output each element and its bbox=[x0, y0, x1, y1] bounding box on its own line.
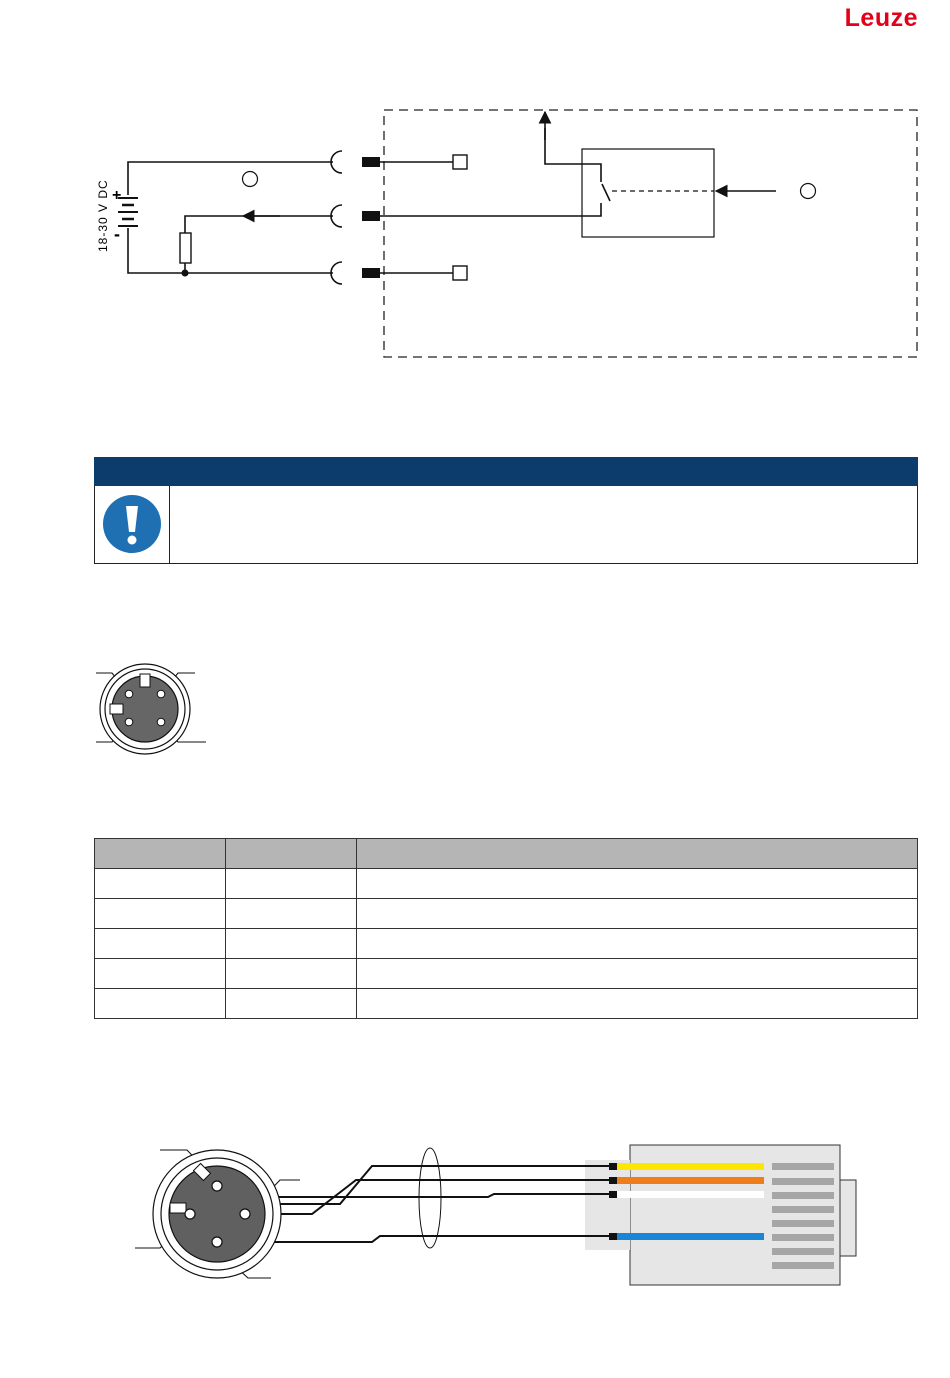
table-cell bbox=[226, 929, 357, 959]
table-cell bbox=[95, 929, 226, 959]
table-cell bbox=[357, 929, 918, 959]
table-row bbox=[95, 959, 918, 989]
exclamation-circle-icon bbox=[102, 494, 162, 554]
table-cell bbox=[226, 959, 357, 989]
wire-yellow bbox=[617, 1163, 764, 1170]
table-cell bbox=[357, 869, 918, 899]
table-cell bbox=[95, 869, 226, 899]
terminal-block-tab bbox=[840, 1180, 856, 1256]
column-header bbox=[95, 839, 226, 869]
connector-pinout-diagram bbox=[0, 655, 950, 765]
plus-sign: + bbox=[112, 187, 122, 204]
table-cell bbox=[357, 959, 918, 989]
table-row bbox=[95, 989, 918, 1019]
junction-dot bbox=[182, 270, 189, 277]
terminal-square bbox=[453, 266, 467, 280]
terminal-square bbox=[453, 155, 467, 169]
table-cell bbox=[226, 989, 357, 1019]
cable-wiring-diagram bbox=[0, 1130, 950, 1300]
table-cell bbox=[95, 899, 226, 929]
coding-key-top bbox=[140, 674, 150, 687]
notice-body bbox=[94, 486, 918, 564]
supply-wiring bbox=[128, 162, 333, 273]
wire-white bbox=[617, 1191, 764, 1198]
pin-assignment-table bbox=[94, 838, 918, 1019]
table-row bbox=[95, 899, 918, 929]
table-header-row bbox=[95, 839, 918, 869]
callout-circle bbox=[243, 172, 258, 187]
notice-icon-cell bbox=[95, 486, 170, 563]
table-cell bbox=[357, 989, 918, 1019]
wire-orange bbox=[617, 1177, 764, 1184]
column-header bbox=[357, 839, 918, 869]
switching-element-box bbox=[582, 149, 714, 237]
notice-header bbox=[94, 457, 918, 486]
table-row bbox=[95, 869, 918, 899]
leuze-logo: Leuze bbox=[844, 4, 918, 32]
table-cell bbox=[226, 899, 357, 929]
coding-key-left bbox=[110, 704, 123, 714]
callout-circle bbox=[801, 184, 816, 199]
coding-key-left bbox=[170, 1203, 186, 1213]
circuit-diagram bbox=[0, 0, 950, 380]
column-header bbox=[226, 839, 357, 869]
table-row bbox=[95, 929, 918, 959]
table-cell bbox=[226, 869, 357, 899]
socket-contacts bbox=[331, 151, 342, 284]
minus-sign: - bbox=[114, 224, 120, 244]
supply-voltage-label: 18-30 V DC bbox=[96, 179, 110, 252]
device-boundary bbox=[384, 110, 917, 357]
table-cell bbox=[95, 989, 226, 1019]
table-cell bbox=[95, 959, 226, 989]
wire-blue bbox=[617, 1233, 764, 1240]
internal-wiring bbox=[380, 128, 610, 273]
load-resistor bbox=[180, 233, 191, 263]
pin-contacts bbox=[362, 157, 380, 278]
table-cell bbox=[357, 899, 918, 929]
